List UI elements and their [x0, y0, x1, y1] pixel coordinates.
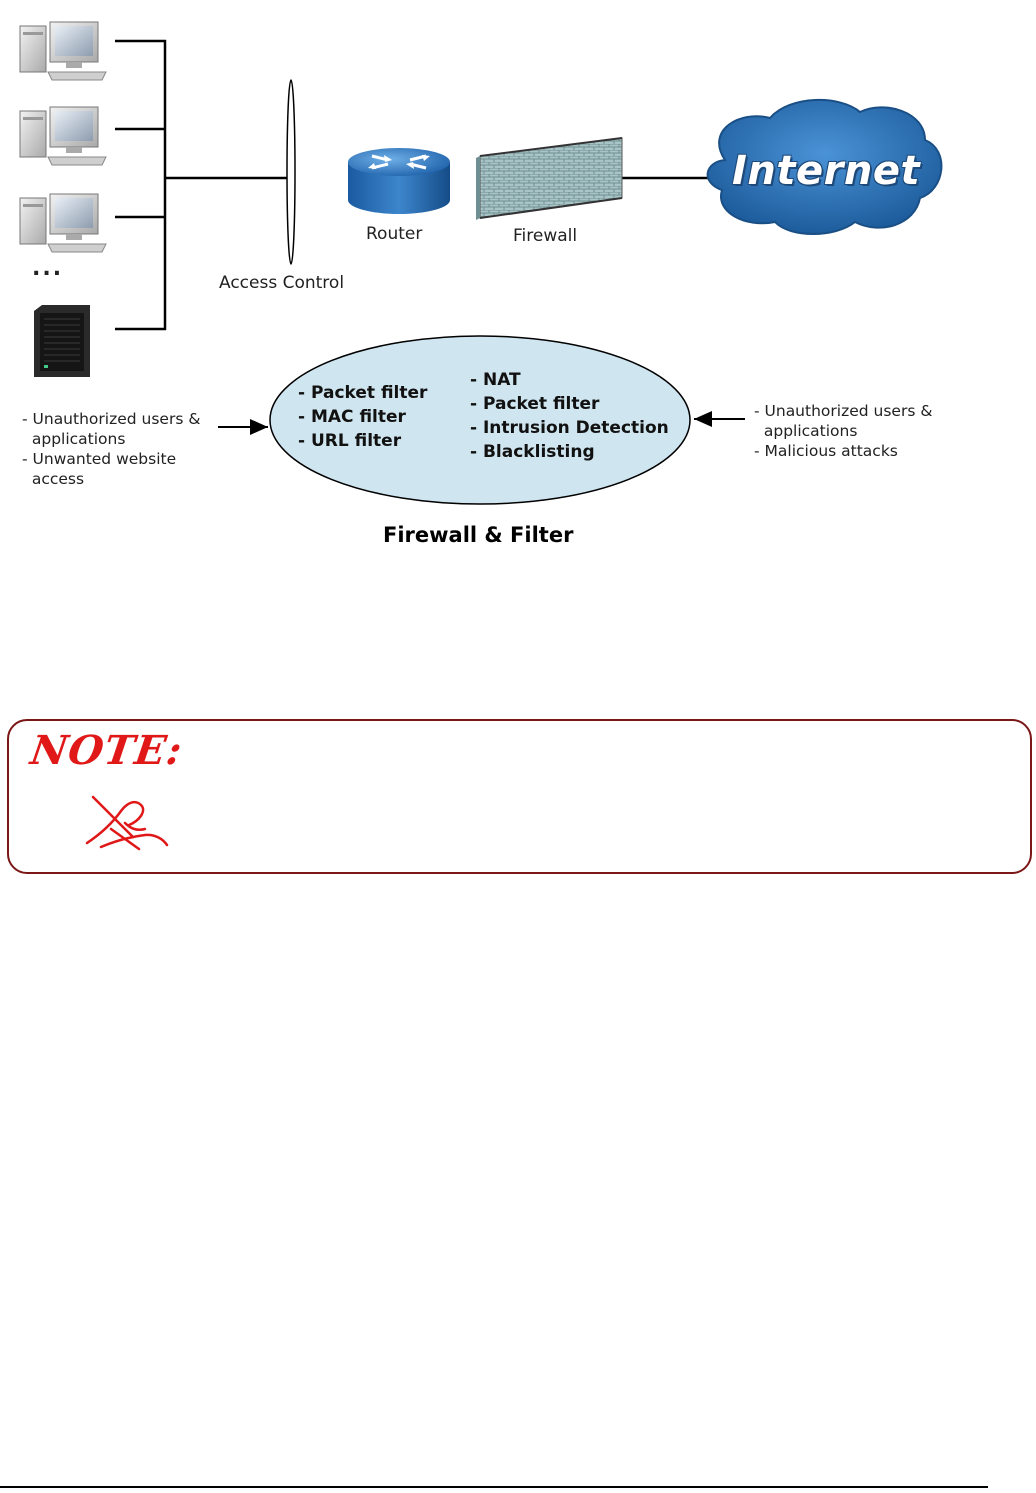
internet-label: Internet — [732, 148, 921, 194]
note-label: NOTE: — [27, 727, 186, 774]
diagram-caption: Firewall & Filter — [383, 523, 574, 547]
computer-icon — [20, 22, 106, 80]
hand-writing-icon — [81, 785, 171, 855]
computer-icon — [20, 107, 106, 165]
filters-left-list: - Packet filter - MAC filter - URL filter — [298, 383, 428, 451]
firewall-label: Firewall — [513, 226, 578, 246]
filters-right-list: - NAT - Packet filter - Intrusion Detection - Blacklisting — [470, 370, 669, 462]
more-devices-ellipsis: ... — [32, 256, 64, 281]
access-control-symbol — [287, 80, 295, 264]
left-threats-list: - Unauthorized users & applications - Unwanted website access — [22, 410, 201, 488]
access-control-label: Access Control — [219, 273, 345, 293]
firewall-icon — [476, 138, 622, 220]
server-icon — [34, 305, 90, 377]
note-box — [7, 719, 1032, 874]
router-label: Router — [366, 224, 423, 244]
footer-rule — [0, 1486, 988, 1488]
computer-icon — [20, 194, 106, 252]
right-threats-list: - Unauthorized users & applications - Malicious attacks — [754, 402, 933, 460]
router-icon — [348, 148, 450, 214]
